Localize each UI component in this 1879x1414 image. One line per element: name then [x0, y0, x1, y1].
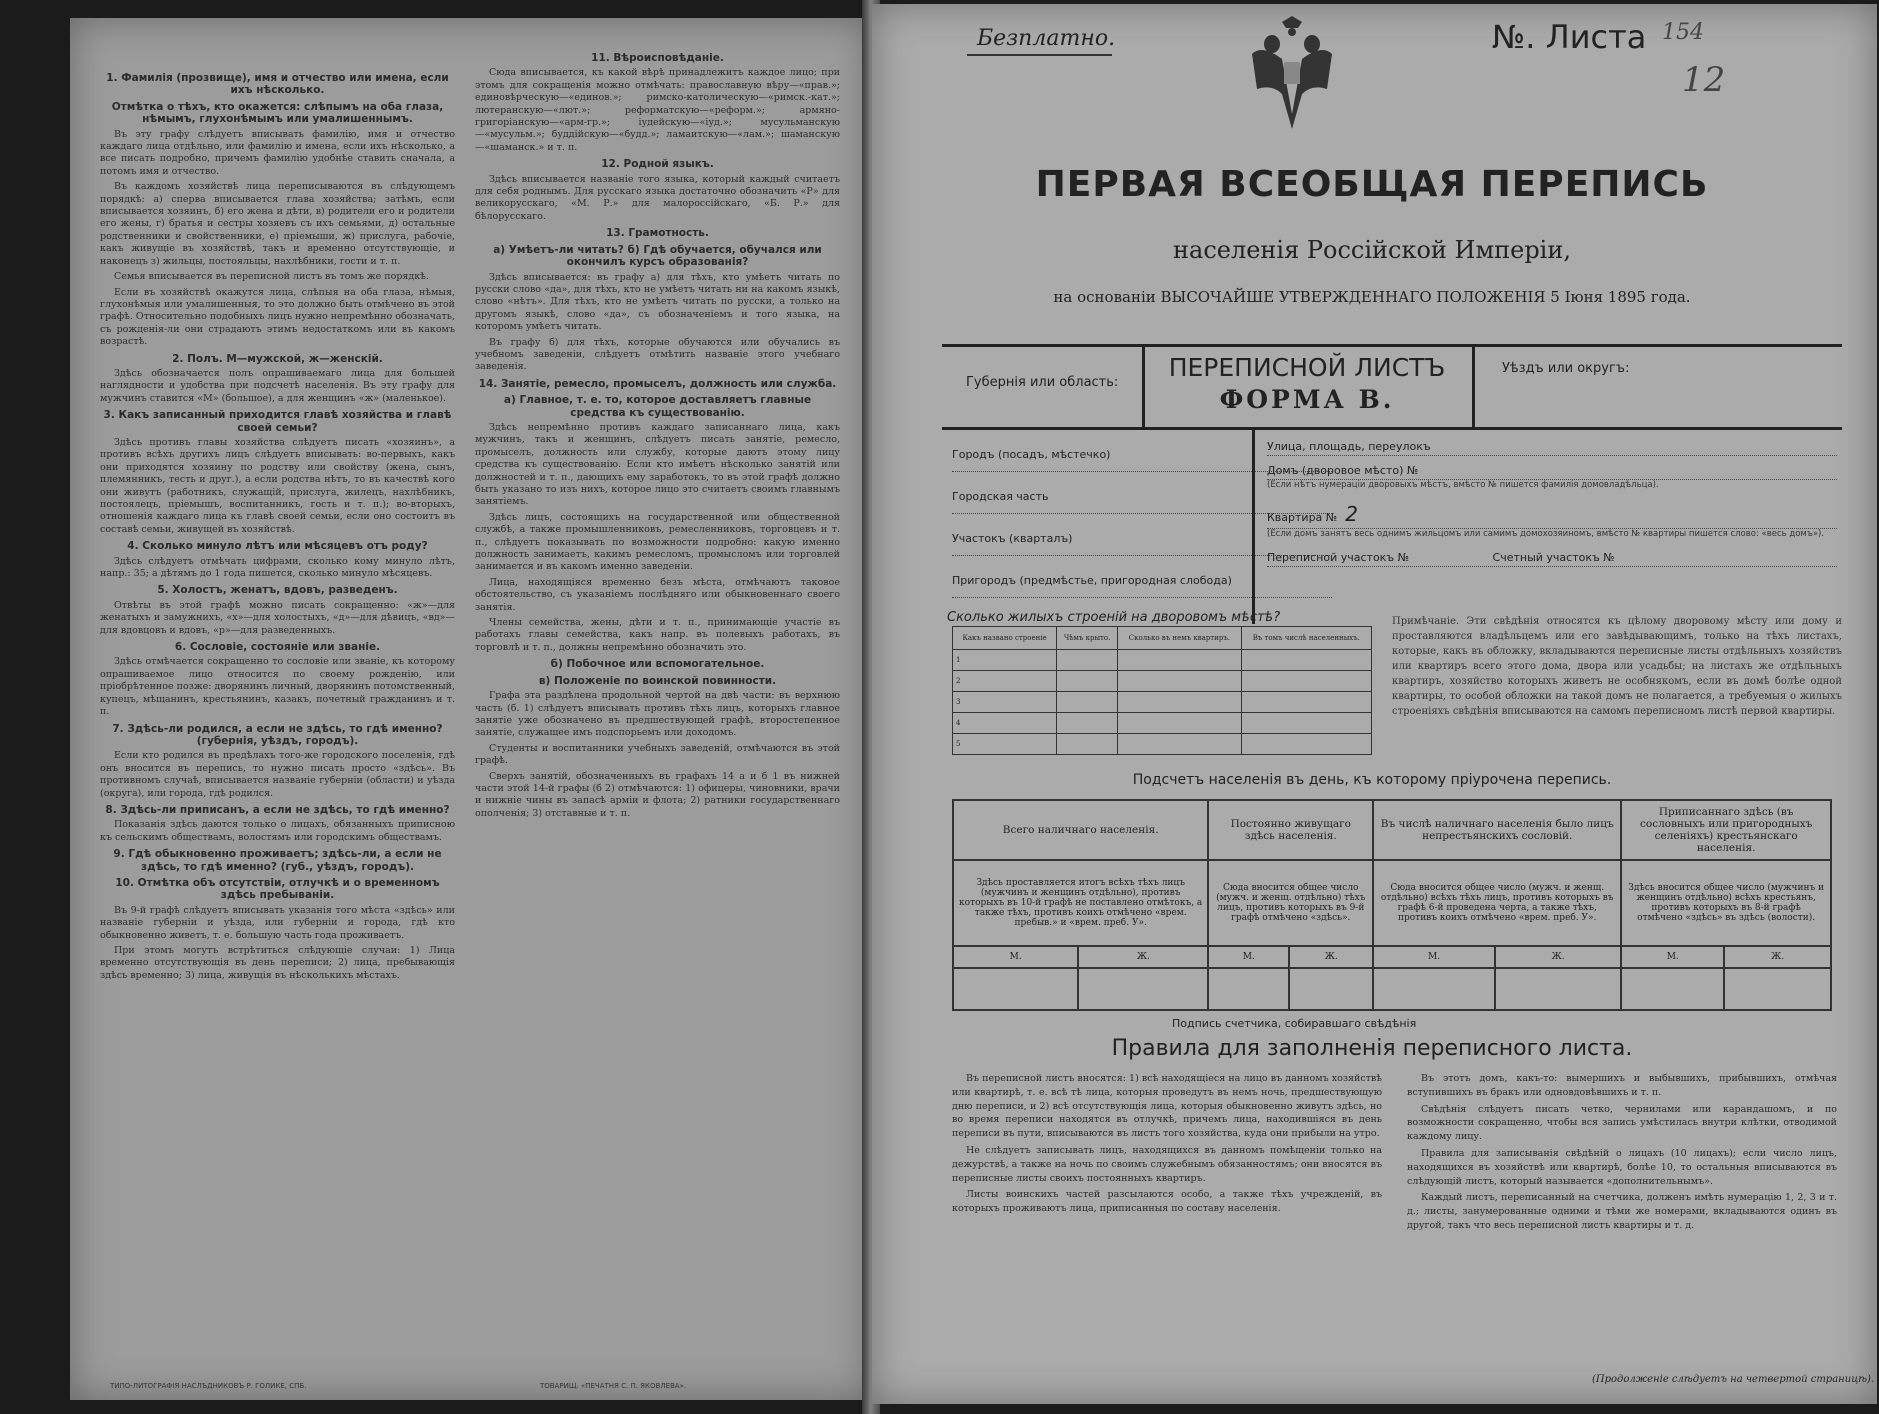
rules-paragraph: Правила для записыванія свѣдѣній о лицахъ (10 лицахъ); если число лицъ, находящихся въ хозяйствѣ или квартирѣ, болѣе 10, то остальныя вписываются въ слѣдующій листъ, который называется «дополнительнымъ».	[1407, 1147, 1837, 1187]
paragraph: Лица, находящіяся временно безъ мѣста, отмѣчаютъ таковое обстоятельство, съ указаніемъ послѣдняго или обыкновеннаго своего занятія.	[475, 576, 840, 613]
section-heading: а) Главное, т. е. то, которое доставляетъ главные средства къ существованію.	[503, 394, 812, 419]
left-page	[70, 18, 870, 1400]
section-heading: Отмѣтка о тѣхъ, кто окажется: слѣпымъ на оба глаза, нѣмымъ, глухонѣмымъ или умалишеннымъ.	[111, 100, 444, 126]
city-field: Городъ (посадъ, мѣстечко)	[952, 434, 1332, 472]
section-heading: 3. Какъ записанный приходится главѣ хозяйства и главѣ своей семьи?	[103, 409, 452, 434]
section-heading: 2. Полъ. М—мужской, ж—женскій.	[172, 352, 383, 365]
divider	[1142, 347, 1145, 427]
houses-header: Сколько въ немъ квартиръ.	[1118, 627, 1242, 650]
left-column-2	[475, 48, 840, 823]
female-label: Ж.	[1078, 946, 1208, 968]
rules-paragraph: Не слѣдуетъ записывать лицъ, находящихся въ данномъ помѣщеніи только на дежурствѣ, а также на ночь по своимъ служебнымъ обязанностямъ; они вносятся въ переписные листы своихъ постоянныхъ квартиръ.	[952, 1144, 1382, 1184]
houses-row-number: 4	[953, 713, 1057, 734]
form-label: ФОРМА В.	[1219, 385, 1395, 414]
male-label: М.	[1621, 946, 1724, 968]
houses-note: Примѣчаніе. Эти свѣдѣнія относятся къ цѣлому дворовому мѣсту или дому и проставляются владѣльцемъ или его завѣдывающимъ, только на тѣхъ листахъ, которые, какъ въ обложку, вкладываются переписные листы отдѣльныхъ хозяйствъ или квартиръ всего этого дома, двора или усадьбы; на листахъ же отдѣльныхъ квартиръ, хозяйство которыхъ живетъ не особнякомъ, если въ домѣ болѣе одной квартиры, то особой обложки на такой домъ не полагается, а требуемыя о жилыхъ строеніяхъ свѣдѣнія вписываются на самомъ переписномъ листѣ первой квартиры.	[1392, 616, 1842, 717]
free-label: Безплатно.	[977, 26, 1116, 51]
divider	[1472, 347, 1475, 427]
printer-right: ТОВАРИЩ. «ПЕЧАТНЯ С. П. ЯКОВЛЕВА».	[540, 1382, 687, 1390]
count-header: Въ числѣ наличнаго населенія было лицъ непрестьянскихъ сословій.	[1373, 800, 1621, 860]
sheet-type-label: ПЕРЕПИСНОЙ ЛИСТЪ	[1168, 353, 1446, 382]
district-row	[1267, 543, 1837, 567]
paragraph: Въ графу б) для тѣхъ, которые обучаются или обучались въ учебномъ заведеніи, слѣдуетъ отмѣтить названіе этого учебнаго заведенія.	[475, 336, 840, 373]
paragraph: Отвѣты въ этой графѣ можно писать сокращенно: «ж»—для женатыхъ и замужнихъ, «х»—для холостыхъ, «д»—для дѣвицъ, «вд»—для вдовцовъ и вдовъ, «р»—для разведенныхъ.	[100, 599, 455, 636]
right-page	[872, 4, 1877, 1404]
rules-paragraph: Листы воинскихъ частей разсылаются особо, а также тѣхъ учрежденій, въ которыхъ проживаютъ лица, приписанныя по составу населенія.	[952, 1189, 1382, 1215]
paragraph: Здѣсь обозначается полъ опрашиваемаго лица для большей наглядности и удобства при подсчетѣ населенія. Въ эту графу для мужчинъ ставится «М» (большое), а для женщинъ «ж» (маленькое).	[100, 367, 455, 404]
census-subtitle: населенія Россійской Имперіи,	[1173, 236, 1571, 264]
section-heading: 12. Родной языкъ.	[601, 158, 714, 171]
apartment-field	[1267, 494, 1837, 529]
female-label: Ж.	[1724, 946, 1831, 968]
paragraph: Здѣсь вписывается названіе того языка, который каждый считаетъ для себя роднымъ. Для русскаго языка достаточно обозначить «Р» для великорусскаго, «М. Р.» для малороссійскаго, «Б. Р.» для бѣлорусскаго.	[475, 173, 840, 222]
count-description: Здѣсь проставляется итогъ всѣхъ тѣхъ лицъ (мужчинъ и женщинъ отдѣльно), противъ которыхъ въ 10-й графѣ не поставлено отмѣтокъ, а также тѣхъ, противъ коихъ отмѣчено «врем. пребыв.» и «врем. преб. У».	[953, 860, 1208, 946]
paragraph: Въ эту графу слѣдуетъ вписывать фамилію, имя и отчество каждаго лица отдѣльно, или фамилію и имена, если ихъ нѣсколько, а все писать подробно, причемъ фамилію удобнѣе ставить сначала, а потомъ имя и отчество.	[100, 128, 455, 177]
paragraph: Если кто родился въ предѣлахъ того-же городского поселенія, гдѣ онъ вносится въ перепись, то нужно писать просто «здѣсь». Въ противномъ случаѣ, вписывается названіе губерніи (области) и уѣзда (округа), или города, гдѣ родился.	[100, 750, 455, 799]
paragraph: Здѣсь отмѣчается сокращенно то сословіе или званіе, къ которому опрашиваемое лицо относится по своему рожденію, или пріобрѣтенное позже: дворянинъ личный, дворянинъ потомственный, купецъ, мѣщанинъ, крестьянинъ, казакъ, почетный гражданинъ и т. п.	[100, 656, 455, 718]
paragraph: Члены семейства, жены, дѣти и т. п., принимающіе участіе въ работахъ главы семейства, какъ напр. въ полевыхъ работахъ, въ торговлѣ и т. п., должны непремѣнно обозначить это.	[475, 617, 840, 653]
houses-row-number: 5	[953, 734, 1057, 755]
rules-paragraph: Свѣдѣнія слѣдуетъ писать четко, чернилами или карандашомъ, и по возможности сокращенно, чтобы вся запись умѣстилась внутри клѣтки, отводимой каждому лицу.	[1407, 1103, 1837, 1143]
paragraph: Графа эта раздѣлена продольной чертой на двѣ части: въ верхнюю часть (б. 1) слѣдуетъ вписывать противъ тѣхъ лицъ, которыхъ главное занятіе уже обозначено въ предшествующей графѣ, второстепенное занятіе, служащее имъ подспорьемъ или доходомъ.	[475, 690, 840, 739]
paragraph: Въ каждомъ хозяйствѣ лица переписываются въ слѣдующемъ порядкѣ: а) сперва вписывается глава хозяйства; затѣмъ, если вписывается хозяинъ, б) его жена и дѣти, в) родители его и родители его жены, г) братья и сестры хозяевъ съ ихъ семьями, д) остальные родственники и свойственники, е) пріемыши, ж) прислуга, рабочіе, какъ живущіе въ хозяйствѣ, такъ и временно отсутствующіе, и наконецъ з) жильцы, постояльцы, нахлѣбники, гости и т. п.	[100, 181, 455, 267]
signature-line: Подпись счетчика, собиравшаго свѣдѣнія	[1172, 1017, 1417, 1030]
paragraph: Сюда вписывается, къ какой вѣрѣ принадлежитъ каждое лицо; при этомъ для сокращенія можно отмѣчать: православную вѣру—«прав.»; единовѣрческую—«единов.»; римско-католическую—«римск.-кат.»; лютеранскую—«лют.»; реформатскую—«реформ.»; армяно-григоріанскую—«арм-гр.»; іудейскую—«іуд.»; мусульманскую—«мусульм.»; буддійскую—«будд.»; ламаитскую—«лам.»; шаманскую—«шаманск.» и т. п.	[475, 67, 840, 153]
section-heading: б) Побочное или вспомогательное.	[550, 658, 765, 671]
rules-right-column	[1407, 1072, 1837, 1236]
rules-paragraph: Въ этотъ домъ, какъ-то: вымершихъ и выбывшихъ, прибывшихъ, отмѣчая вступившихъ въ бракъ или одновдовѣвшихъ и т. п.	[1407, 1073, 1837, 1098]
female-label: Ж.	[1495, 946, 1621, 968]
section-heading: в) Положеніе по воинской повинности.	[538, 674, 777, 687]
census-title: ПЕРВАЯ ВСЕОБЩАЯ ПЕРЕПИСЬ	[1035, 164, 1709, 205]
houses-header: Въ томъ числѣ населенныхъ.	[1241, 627, 1371, 650]
sheet-number-label: №. Листа	[1492, 18, 1647, 56]
houses-row-number: 3	[953, 692, 1057, 713]
houses-title: Сколько жилыхъ строеній на дворовомъ мѣстѣ?	[947, 610, 1281, 625]
address-fields	[1267, 432, 1837, 567]
houses-table	[952, 626, 1372, 755]
rules-paragraph: Въ переписной листъ вносятся: 1) всѣ находящіеся на лицо въ данномъ хозяйствѣ или квартирѣ, т. е. всѣ тѣ лица, которыя проведутъ въ немъ ночь, предшествующую дню переписи, и 2) всѣ отсутствующія лица, которыя обыкновенно живутъ здѣсь, но во время переписи находятся въ отлучкѣ, причемъ лица, находившіяся въ день переписи въ пути, вписываются въ листъ того хозяйства, куда они прибыли на утро.	[952, 1073, 1382, 1140]
section-heading: 6. Сословіе, состояніе или званіе.	[174, 641, 381, 654]
rules-title: Правила для заполненія переписного листа.	[1111, 1036, 1633, 1061]
paragraph: Здѣсь противъ главы хозяйства слѣдуетъ писать «хозяинъ», а противъ всѣхъ другихъ лицъ слѣдуетъ вписывать: во-первыхъ, какъ они приходятся хозяину по родству или свойству (жена, сынъ, племянникъ, тесть и друг.), а если родства нѣтъ, то въ качествѣ кого они живутъ (работникъ, служащій, прислуга, жилецъ, нахлѣбникъ, постоялецъ, пріемышъ, воспитанникъ, гость и т. п.); во-вторыхъ, отношенія каждаго лица къ главѣ своей семьи, если оно состоитъ въ составѣ семьи, живущей въ хозяйствѣ.	[100, 436, 455, 535]
paragraph: При этомъ могутъ встрѣтиться слѣдующіе случаи: 1) Лица временно отсутствующія въ день переписи; 2) лица, пребывающія здѣсь временно; 3) лица, живущія въ нѣсколькихъ мѣстахъ.	[100, 945, 455, 981]
house-note: (Если нѣтъ нумераціи дворовыхъ мѣстъ, вмѣсто № пишется фамилія домовладѣльца).	[1267, 480, 1659, 490]
male-label: М.	[953, 946, 1078, 968]
section-heading: 5. Холостъ, женатъ, вдовъ, разведенъ.	[157, 584, 398, 597]
gubernia-label: Губернія или область:	[966, 375, 1119, 390]
paragraph: Сверхъ занятій, обозначенныхъ въ графахъ 14 а и б 1 въ нижней части этой 14-й графы (б 2) отмѣчаются: 1) офицеры, чиновники, врачи и нижніе чины въ запасѣ арміи и флота; 2) ратники государственнаго ополченія; 3) отставные и т. п.	[475, 770, 840, 819]
rules-left-column	[952, 1072, 1382, 1219]
paragraph: Студенты и воспитанники учебныхъ заведеній, отмѣчаются въ этой графѣ.	[475, 742, 840, 767]
district-label: Переписной участокъ №	[1267, 551, 1410, 564]
double-headed-eagle-emblem	[1242, 14, 1342, 134]
count-description: Здѣсь вносится общее число (мужчинъ и женщинъ отдѣльно) всѣхъ крестьянъ, противъ которыхъ въ 8-й графѣ отмѣчено «здѣсь» въ здѣсь (волости).	[1621, 860, 1831, 946]
continuation-note: (Продолженіе слѣдуетъ на четвертой страницѣ).	[1592, 1374, 1875, 1385]
paragraph: Въ 9-й графѣ слѣдуетъ вписывать указанія того мѣста «здѣсь» или названіе губерніи и уѣзда, или губерніи и города, гдѣ кто обыкновенно живетъ, т. е. большую часть года проживаетъ.	[100, 904, 455, 941]
printer-left: ТИПО-ЛИТОГРАФІЯ НАСЛѢДНИКОВЪ Р. ГОЛИКЕ, СПБ.	[110, 1382, 307, 1390]
handwritten-number: 12	[1682, 60, 1726, 100]
houses-header: Какъ названо строеніе	[953, 627, 1057, 650]
section-heading: 10. Отмѣтка объ отсутствіи, отлучкѣ и о временномъ здѣсь пребываніи.	[115, 876, 440, 902]
section-heading: а) Умѣетъ-ли читать? б) Гдѣ обучается, обучался или окончилъ курсъ образованія?	[493, 243, 822, 269]
count-description: Сюда вносится общее число (мужч. и женщ. отдѣльно) всѣхъ тѣхъ лицъ, противъ которыхъ въ графѣ 6-й проведена черта, а также тѣхъ, противъ коихъ отмѣчено «врем. преб. У».	[1373, 860, 1621, 946]
section-heading: 7. Здѣсь-ли родился, а если не здѣсь, то гдѣ именно? (губернія, уѣздъ, городъ).	[112, 722, 443, 747]
section-heading: 14. Занятіе, ремесло, промыселъ, должность или служба.	[478, 377, 837, 390]
count-header: Постоянно живущаго здѣсь населенія.	[1208, 800, 1373, 860]
legal-basis: на основаніи ВЫСОЧАЙШЕ УТВЕРЖДЕННАГО ПОЛОЖЕНІЯ 5 Іюня 1895 года.	[1053, 288, 1691, 306]
apartment-note: (Если домъ занятъ весь однимъ жильцомъ или самимъ домохозяиномъ, вмѣсто № квартиры пишется слово: «весь домъ»).	[1267, 529, 1825, 539]
free-underline	[967, 54, 1112, 56]
section-heading: 9. Гдѣ обыкновенно проживаетъ; здѣсь-ли, а если не здѣсь, то гдѣ именно? (губ., уѣздъ, городъ).	[113, 848, 442, 873]
suburb-field: Пригородъ (предмѣстье, пригородная слобода)	[952, 560, 1332, 598]
sheet-number-value: 154	[1662, 20, 1704, 45]
rules-paragraph: Каждый листъ, переписанный на счетчика, долженъ имѣть нумерацію 1, 2, 3 и т. д.; листы, занумерованные одними и тѣми же номерами, вкладываются одинъ въ другой, такъ что весь переписной листъ квартиры и т. д.	[1407, 1192, 1837, 1231]
houses-row-number: 2	[953, 671, 1057, 692]
section-heading: 4. Сколько минуло лѣтъ или мѣсяцевъ отъ роду?	[127, 540, 428, 553]
paragraph: Если въ хозяйствѣ окажутся лица, слѣпыя на оба глаза, нѣмыя, глухонѣмыя или умалишенныя, то это должно быть отмѣчено въ этой графѣ. Относительно подобныхъ лицъ нужно непремѣнно обозначать, съ рожденія-ли они страдаютъ этимъ недостаткомъ или въ какомъ возрастѣ.	[100, 286, 455, 348]
precinct-field: Участокъ (кварталъ)	[952, 518, 1332, 556]
counting-district-label: Счетный участокъ №	[1492, 551, 1615, 564]
houses-header: Чѣмъ крыто.	[1057, 627, 1118, 650]
form-header-box	[942, 344, 1842, 430]
section-heading: 11. Вѣроисповѣданіе.	[591, 52, 724, 64]
count-title: Подсчетъ населенія въ день, къ которому пріурочена перепись.	[1132, 772, 1612, 788]
section-heading: 8. Здѣсь-ли приписанъ, а если не здѣсь, то гдѣ именно?	[105, 803, 450, 816]
paragraph: Здѣсь непремѣнно противъ каждаго записаннаго лица, какъ мужчинъ, такъ и женщинъ, слѣдуетъ писать занятіе, ремесло, промыселъ, должность или службу, которые даютъ этому лицу средства къ существованію. Если кто имѣетъ нѣсколько занятій или должностей и т. п., дающихъ ему заработокъ, то въ этой графѣ должно быть указано то изъ нихъ, которое лицо это считаетъ своимъ главнымъ занятіемъ.	[475, 421, 840, 508]
population-count-table	[952, 799, 1832, 1011]
section-heading: 1. Фамилія (прозвище), имя и отчество или имена, если ихъ нѣсколько.	[106, 72, 449, 97]
paragraph: Показанія здѣсь даются только о лицахъ, обязанныхъ приписною къ сельскимъ обществамъ, волостямъ или городскимъ обществамъ.	[100, 819, 455, 843]
count-header: Всего наличнаго населенія.	[953, 800, 1208, 860]
paragraph: Здѣсь вписывается: въ графу а) для тѣхъ, кто умѣетъ читать по русски слово «да», для тѣхъ, кто не умѣетъ читать ни на какомъ языкѣ, слово «нѣтъ». Для тѣхъ, кто не умѣетъ читать по русски, а только на другомъ языкѣ, слово «да», съ обозначеніемъ и того языка, на которомъ умѣетъ читать.	[475, 271, 840, 333]
uezd-label: Уѣздъ или округъ:	[1502, 361, 1630, 376]
apartment-value: 2	[1345, 502, 1358, 526]
paragraph: Здѣсь лицъ, состоящихъ на государственной или общественной службѣ, а также промышленниковъ, ремесленниковъ, торговцевъ и т. п., слѣдуетъ показывать по возможности подробно: какую именно должность занимаетъ, какимъ ремесломъ, промысломъ или торговлей занимается и въ какомъ именно заведеніи.	[475, 511, 840, 573]
street-field: Улица, площадь, переулокъ	[1267, 432, 1837, 456]
divider	[1252, 429, 1255, 624]
paragraph: Семья вписывается въ переписной листъ въ томъ же порядкѣ.	[114, 271, 429, 283]
count-description: Сюда вносится общее число (мужч. и женщ. отдѣльно) тѣхъ лицъ, противъ которыхъ въ 9-й графѣ отмѣчено «здѣсь».	[1208, 860, 1373, 946]
section-heading: 13. Грамотность.	[606, 227, 709, 240]
city-part-field: Городская часть	[952, 476, 1332, 514]
left-column-1	[100, 68, 455, 985]
house-field: Домъ (дворовое мѣсто) №	[1267, 456, 1837, 480]
male-label: М.	[1208, 946, 1289, 968]
female-label: Ж.	[1289, 946, 1373, 968]
apartment-label: Квартира №	[1267, 511, 1338, 524]
male-label: М.	[1373, 946, 1495, 968]
count-header: Приписаннаго здѣсь (въ сословныхъ или пригородныхъ селеніяхъ) крестьянскаго населенія.	[1621, 800, 1831, 860]
houses-row-number: 1	[953, 650, 1057, 671]
paragraph: Здѣсь слѣдуетъ отмѣчать цифрами, сколько кому минуло лѣтъ, напр.: 35; а дѣтямъ до 1 года пишется, сколько минуло мѣсяцевъ.	[100, 555, 455, 580]
